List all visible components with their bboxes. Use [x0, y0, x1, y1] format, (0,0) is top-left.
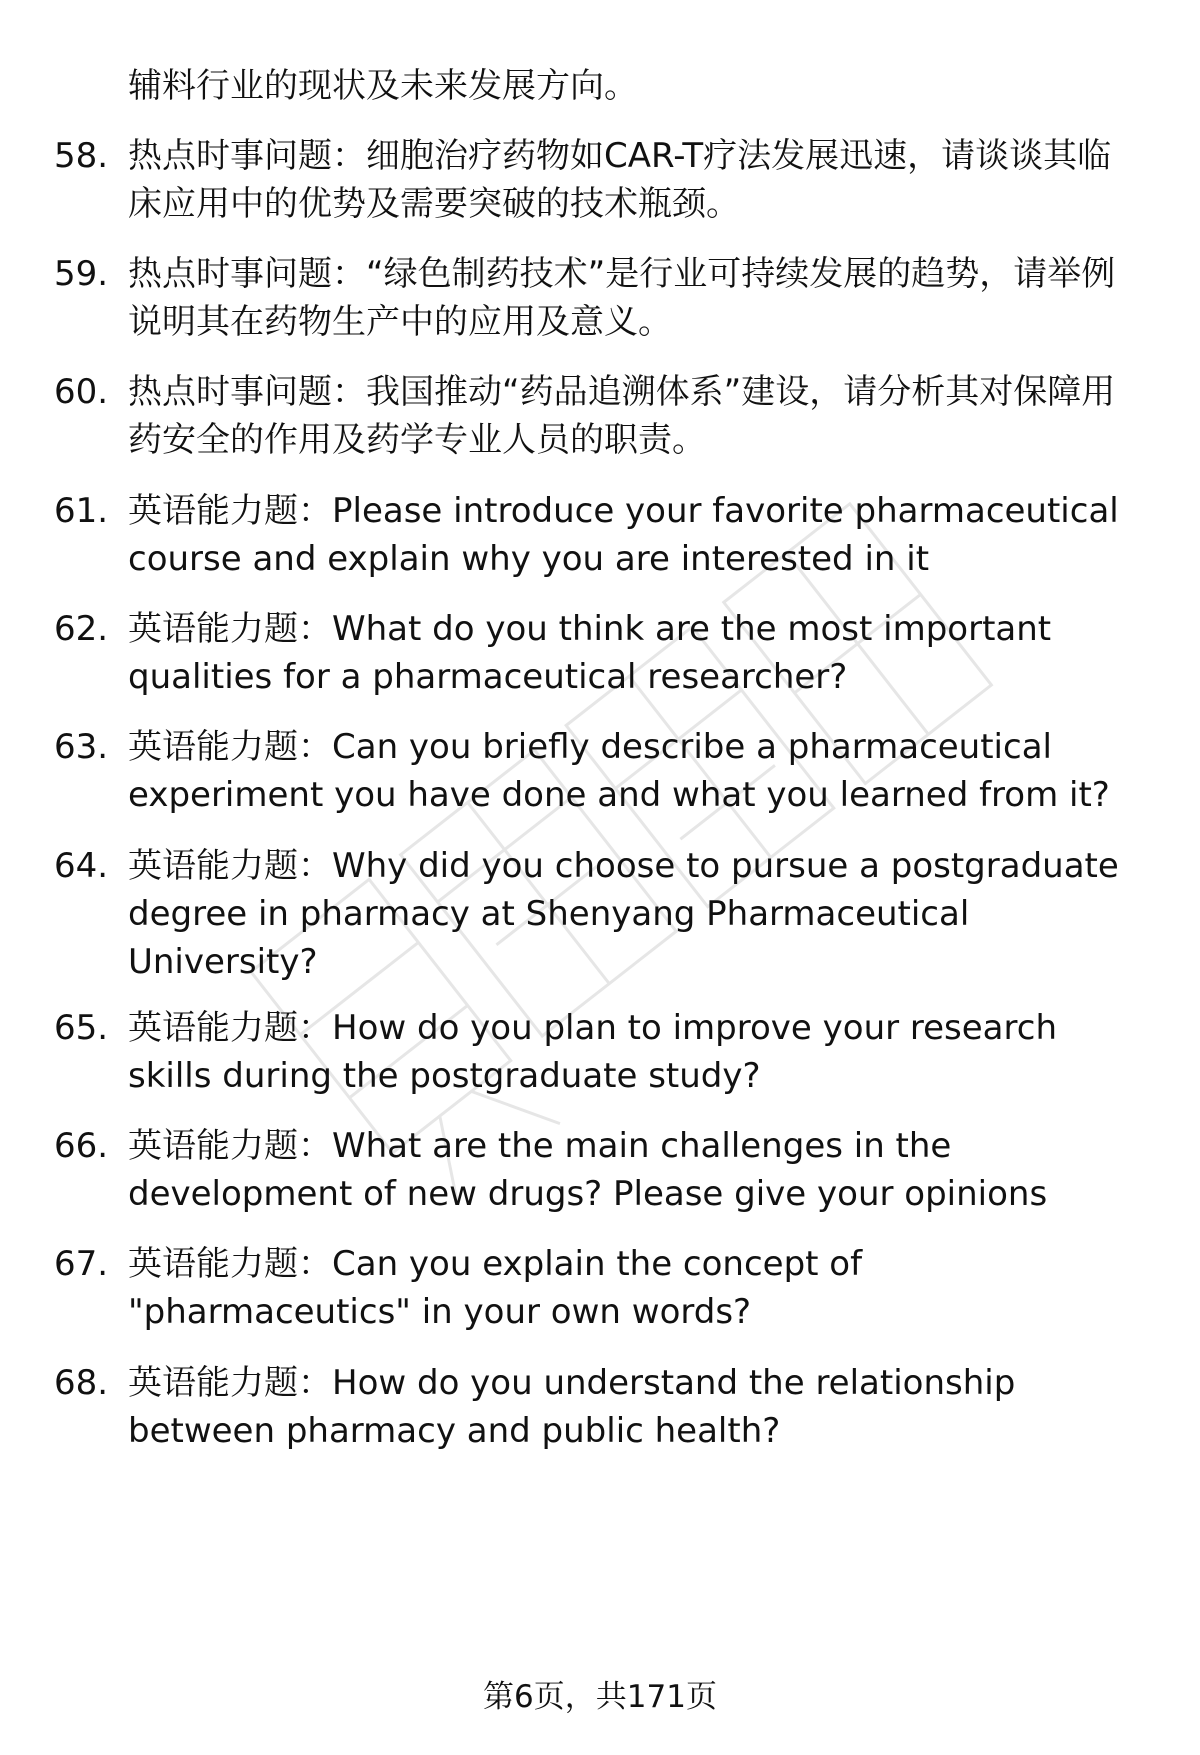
question-text: 英语能力题：Can you briefly describe a pharmaceutical experiment you have done and what you learned from it? [128, 727, 1110, 815]
question-text: 英语能力题：Why did you choose to pursue a postgraduate degree in pharmacy at Shenyang Pharmaceutical University? [128, 846, 1119, 982]
question-text: 英语能力题：What are the main challenges in the development of new drugs? Please give your opinions [128, 1126, 1048, 1214]
question-item-58 [54, 132, 1144, 228]
page-footer: 第6页，共171页 [483, 1679, 717, 1715]
question-text: 英语能力题：How do you understand the relationship between pharmacy and public health? [128, 1363, 1016, 1451]
question-item-60 [54, 368, 1144, 464]
question-item-65 [54, 1004, 1144, 1100]
question-item-63 [54, 723, 1144, 819]
question-item-64 [54, 842, 1144, 986]
question-number: 62. [54, 609, 109, 649]
question-text: 热点时事问题：“绿色制药技术”是行业可持续发展的趋势，请举例说明其在药物生产中的应用及意义。 [128, 254, 1116, 342]
question-text: 英语能力题：Please introduce your favorite pharmaceutical course and explain why you are interested in it [128, 491, 1119, 579]
question-number: 65. [54, 1008, 109, 1048]
question-number: 64. [54, 846, 109, 886]
question-number: 67. [54, 1244, 109, 1284]
question-text: 英语能力题：How do you plan to improve your research skills during the postgraduate study? [128, 1008, 1057, 1096]
question-item-59 [54, 250, 1144, 346]
question-item-62 [54, 605, 1144, 701]
question-item-61 [54, 487, 1144, 583]
question-text: 热点时事问题：细胞治疗药物如CAR-T疗法发展迅速，请谈谈其临床应用中的优势及需要突破的技术瓶颈。 [128, 136, 1112, 224]
question-number: 61. [54, 491, 109, 531]
question-number: 60. [54, 372, 109, 412]
continuation-text: 辅料行业的现状及未来发展方向。 [128, 66, 638, 106]
question-number: 58. [54, 136, 109, 176]
question-number: 68. [54, 1363, 109, 1403]
question-item-67 [54, 1240, 1144, 1336]
question-number: 59. [54, 254, 109, 294]
question-text: 英语能力题：What do you think are the most important qualities for a pharmaceutical researcher? [128, 609, 1052, 697]
question-item-66 [54, 1122, 1144, 1218]
question-text: 热点时事问题：我国推动“药品追溯体系”建设，请分析其对保障用药安全的作用及药学专业人员的职责。 [128, 372, 1116, 460]
question-item-68 [54, 1359, 1144, 1455]
question-number: 66. [54, 1126, 109, 1166]
question-number: 63. [54, 727, 109, 767]
question-text: 英语能力题：Can you explain the concept of "pharmaceutics" in your own words? [128, 1244, 863, 1332]
